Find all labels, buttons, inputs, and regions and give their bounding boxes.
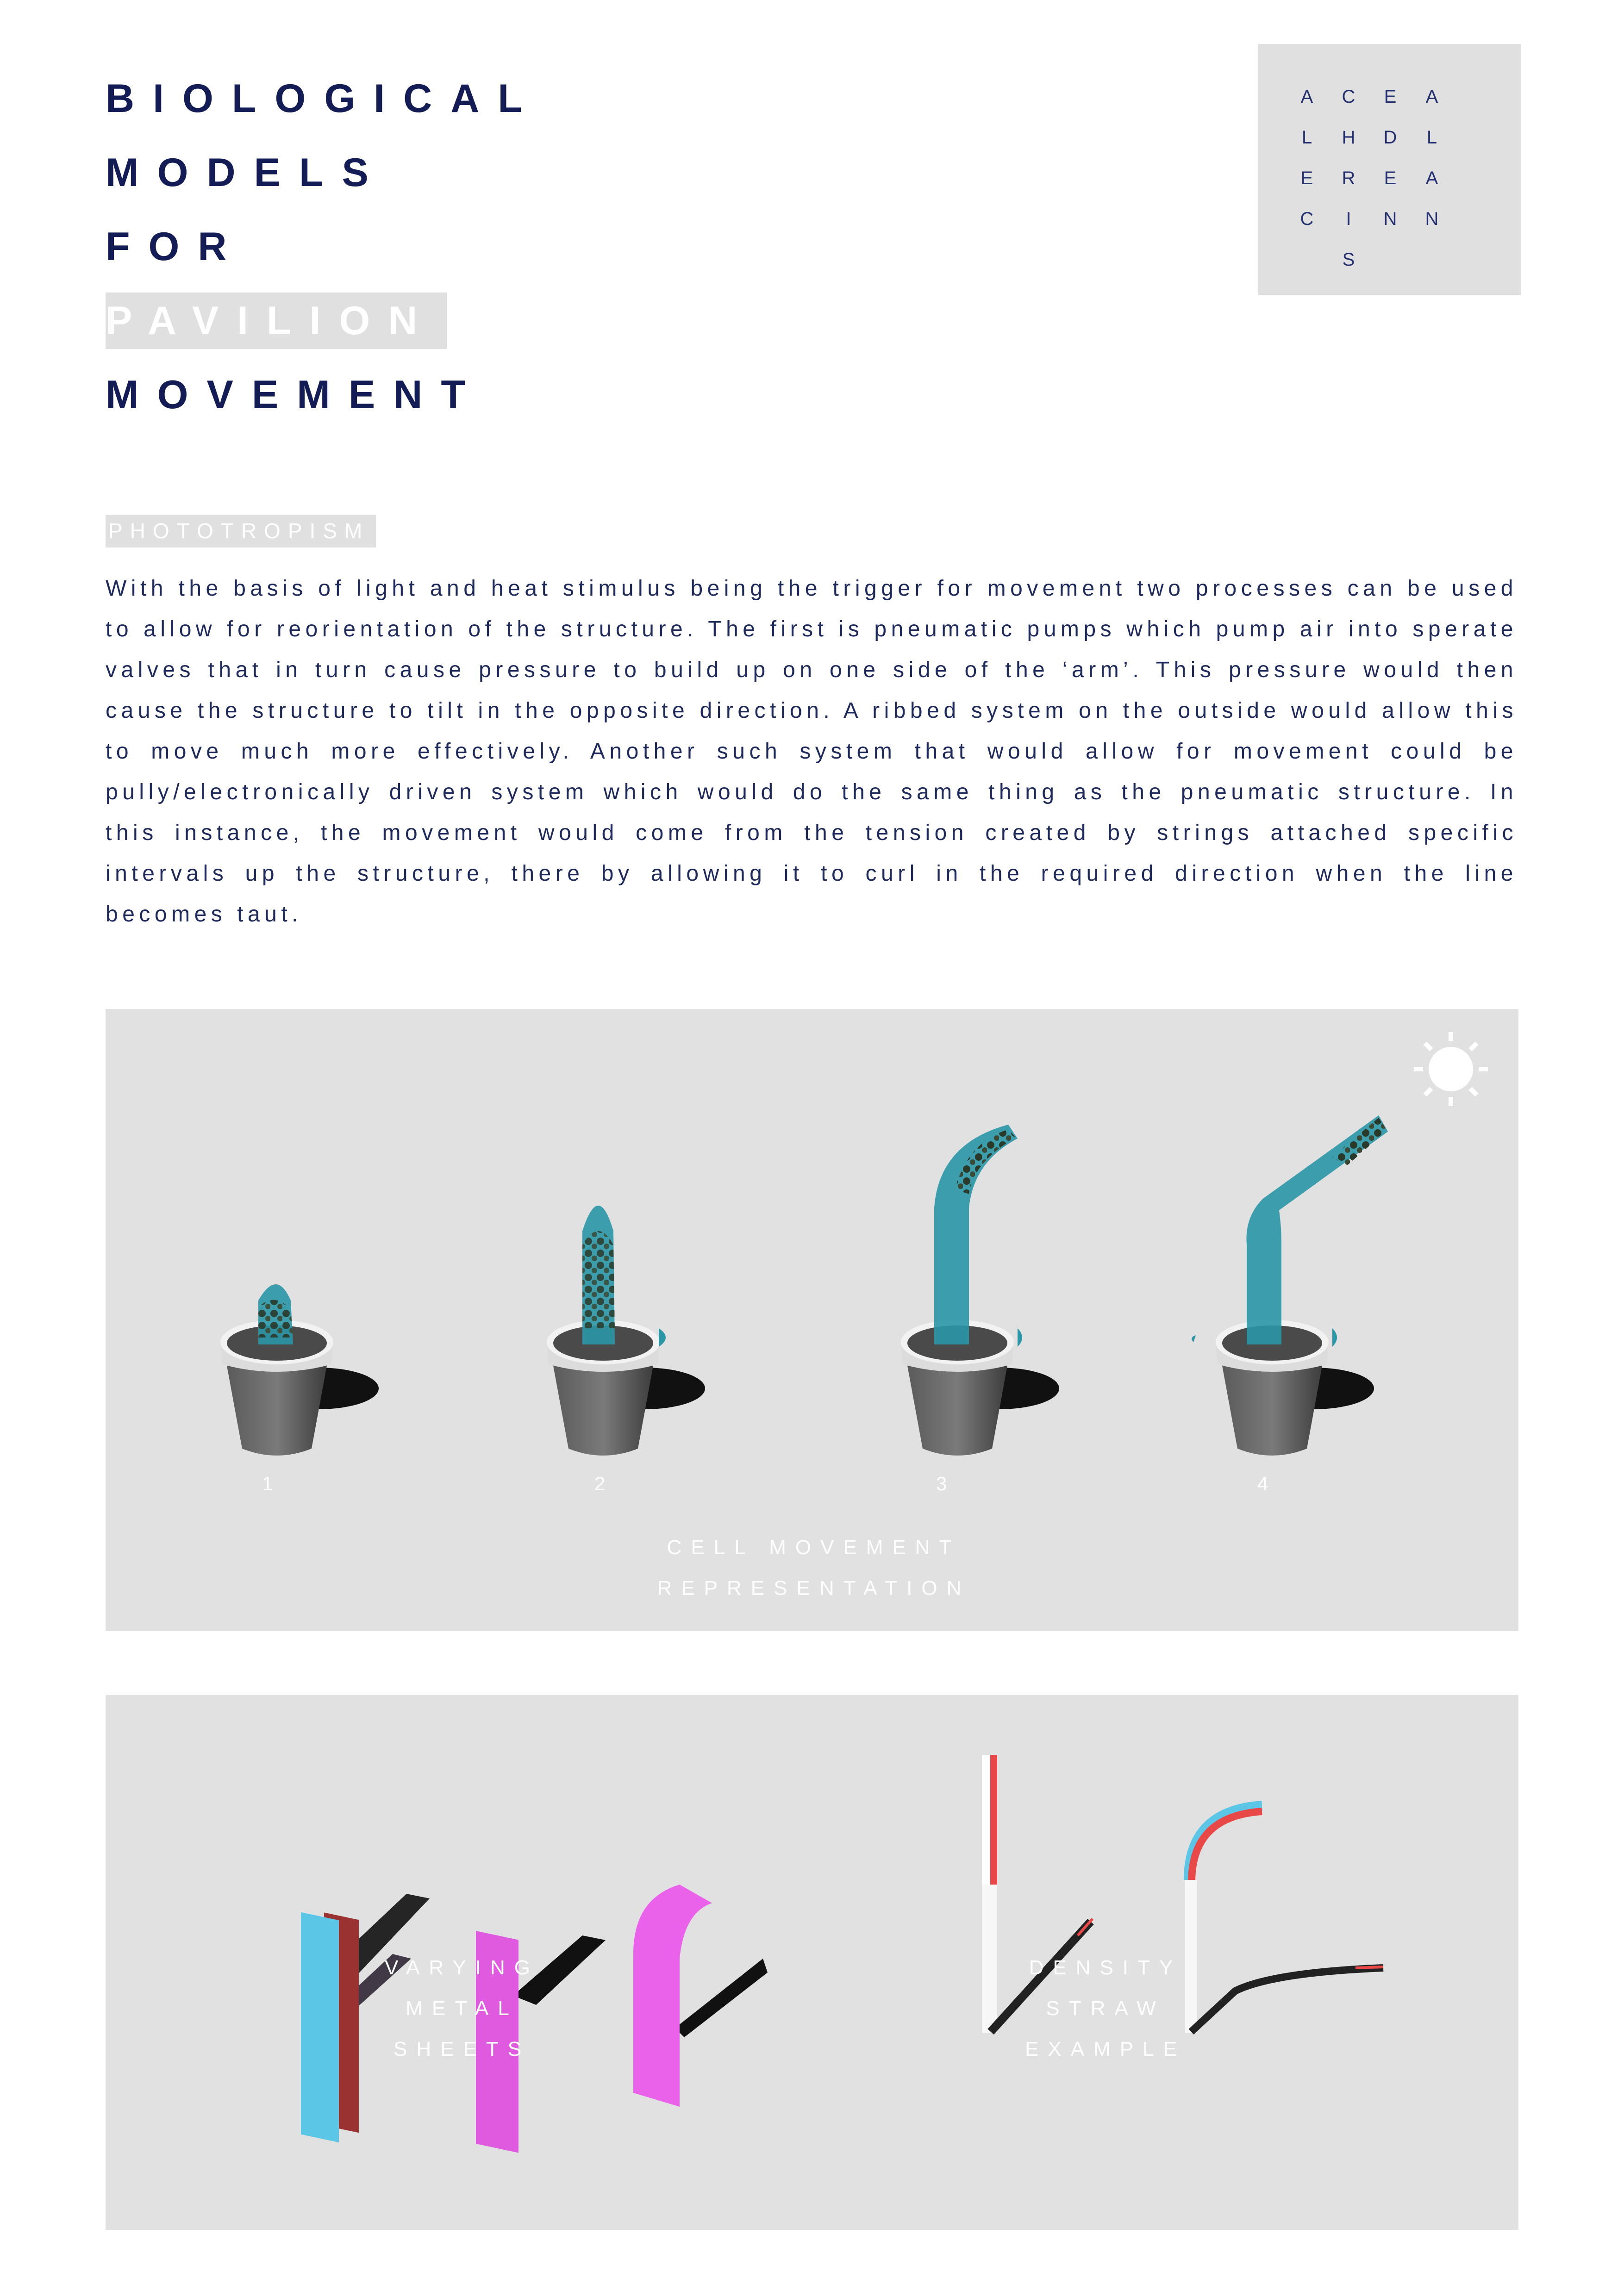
logo-letter: A [1300, 87, 1315, 107]
caption-line: EXAMPLE [1025, 2038, 1186, 2060]
plant-stage-4 [1192, 1115, 1388, 1456]
caption-line: REPRESENTATION [657, 1577, 971, 1599]
logo-column-2 [1338, 76, 1361, 280]
stage-number-1: 1 [262, 1473, 273, 1494]
stage-number-3: 3 [936, 1473, 947, 1494]
plant-stage-3 [901, 1125, 1059, 1456]
plant-stage-2 [547, 1206, 705, 1456]
body-paragraph: With the basis of light and heat stimulus being the trigger for movement two processes can be used to allow for reorientation of the structure. The first is pneumatic pumps which pump air into sperate valves that in turn cause pressure to build up on one side of the ‘arm’. This pressure would then cause the structure to tilt in the opposite direction. A ribbed system on the outside would allow this to move much more effectively. Another such system that would allow for movement could be pully/electronically driven system which would do the same thing as the pneumatic structure. In this instance, the movement would come from the tension created by strings attached specific intervals up the structure, there by allowing it to curl in the required direction when the line becomes taut. [106, 576, 1518, 927]
sun-icon [1414, 1032, 1488, 1106]
logo-column-1 [1296, 76, 1319, 239]
logo-letter: C [1342, 87, 1357, 107]
stage-number-4: 4 [1257, 1473, 1268, 1494]
section-label-phototropism: PHOTOTROPISM [106, 515, 376, 548]
logo-letter: C [1300, 209, 1316, 229]
logo-letter: R [1342, 168, 1357, 188]
cell-movement-caption [568, 1527, 1059, 1609]
logo-letter: D [1383, 127, 1399, 148]
title-line-1: BIOLOGICAL [106, 76, 541, 121]
logo-column-3 [1380, 76, 1403, 239]
caption-line: VARYING [385, 1956, 539, 1979]
logo-letter: N [1425, 209, 1441, 229]
metal-sheet-3-curved [633, 1885, 768, 2107]
materials-illustration [106, 1695, 1518, 2230]
logo-letter: N [1383, 209, 1399, 229]
logo-letter: L [1426, 127, 1439, 148]
logo-letter: A [1425, 87, 1440, 107]
logo-letter: E [1384, 87, 1399, 107]
logo-letter: S [1342, 249, 1357, 270]
logo-column-4 [1421, 76, 1444, 239]
caption-line: DENSITY STRAW [1029, 1956, 1182, 2020]
title-line-4-highlight: PAVILION [106, 292, 447, 349]
density-straw-caption [967, 1948, 1244, 2070]
stage-number-2: 2 [594, 1473, 606, 1494]
logo-letter: L [1301, 127, 1314, 148]
logo-letter: E [1384, 168, 1399, 188]
caption-line: METAL SHEETS [393, 1997, 531, 2060]
title-line-3: FOR [106, 224, 245, 269]
cell-movement-panel [106, 1009, 1518, 1631]
logo-letter: I [1346, 209, 1353, 229]
author-logo-box [1258, 44, 1521, 295]
caption-line: CELL MOVEMENT [667, 1536, 961, 1559]
materials-panel [106, 1695, 1518, 2230]
plant-stage-1 [220, 1284, 379, 1456]
logo-letter: E [1300, 168, 1315, 188]
title-line-5: MOVEMENT [106, 373, 484, 417]
title-line-2: MODELS [106, 150, 387, 195]
metal-sheets-caption [365, 1948, 559, 2070]
logo-letter: A [1425, 168, 1440, 188]
logo-letter: H [1342, 127, 1357, 148]
